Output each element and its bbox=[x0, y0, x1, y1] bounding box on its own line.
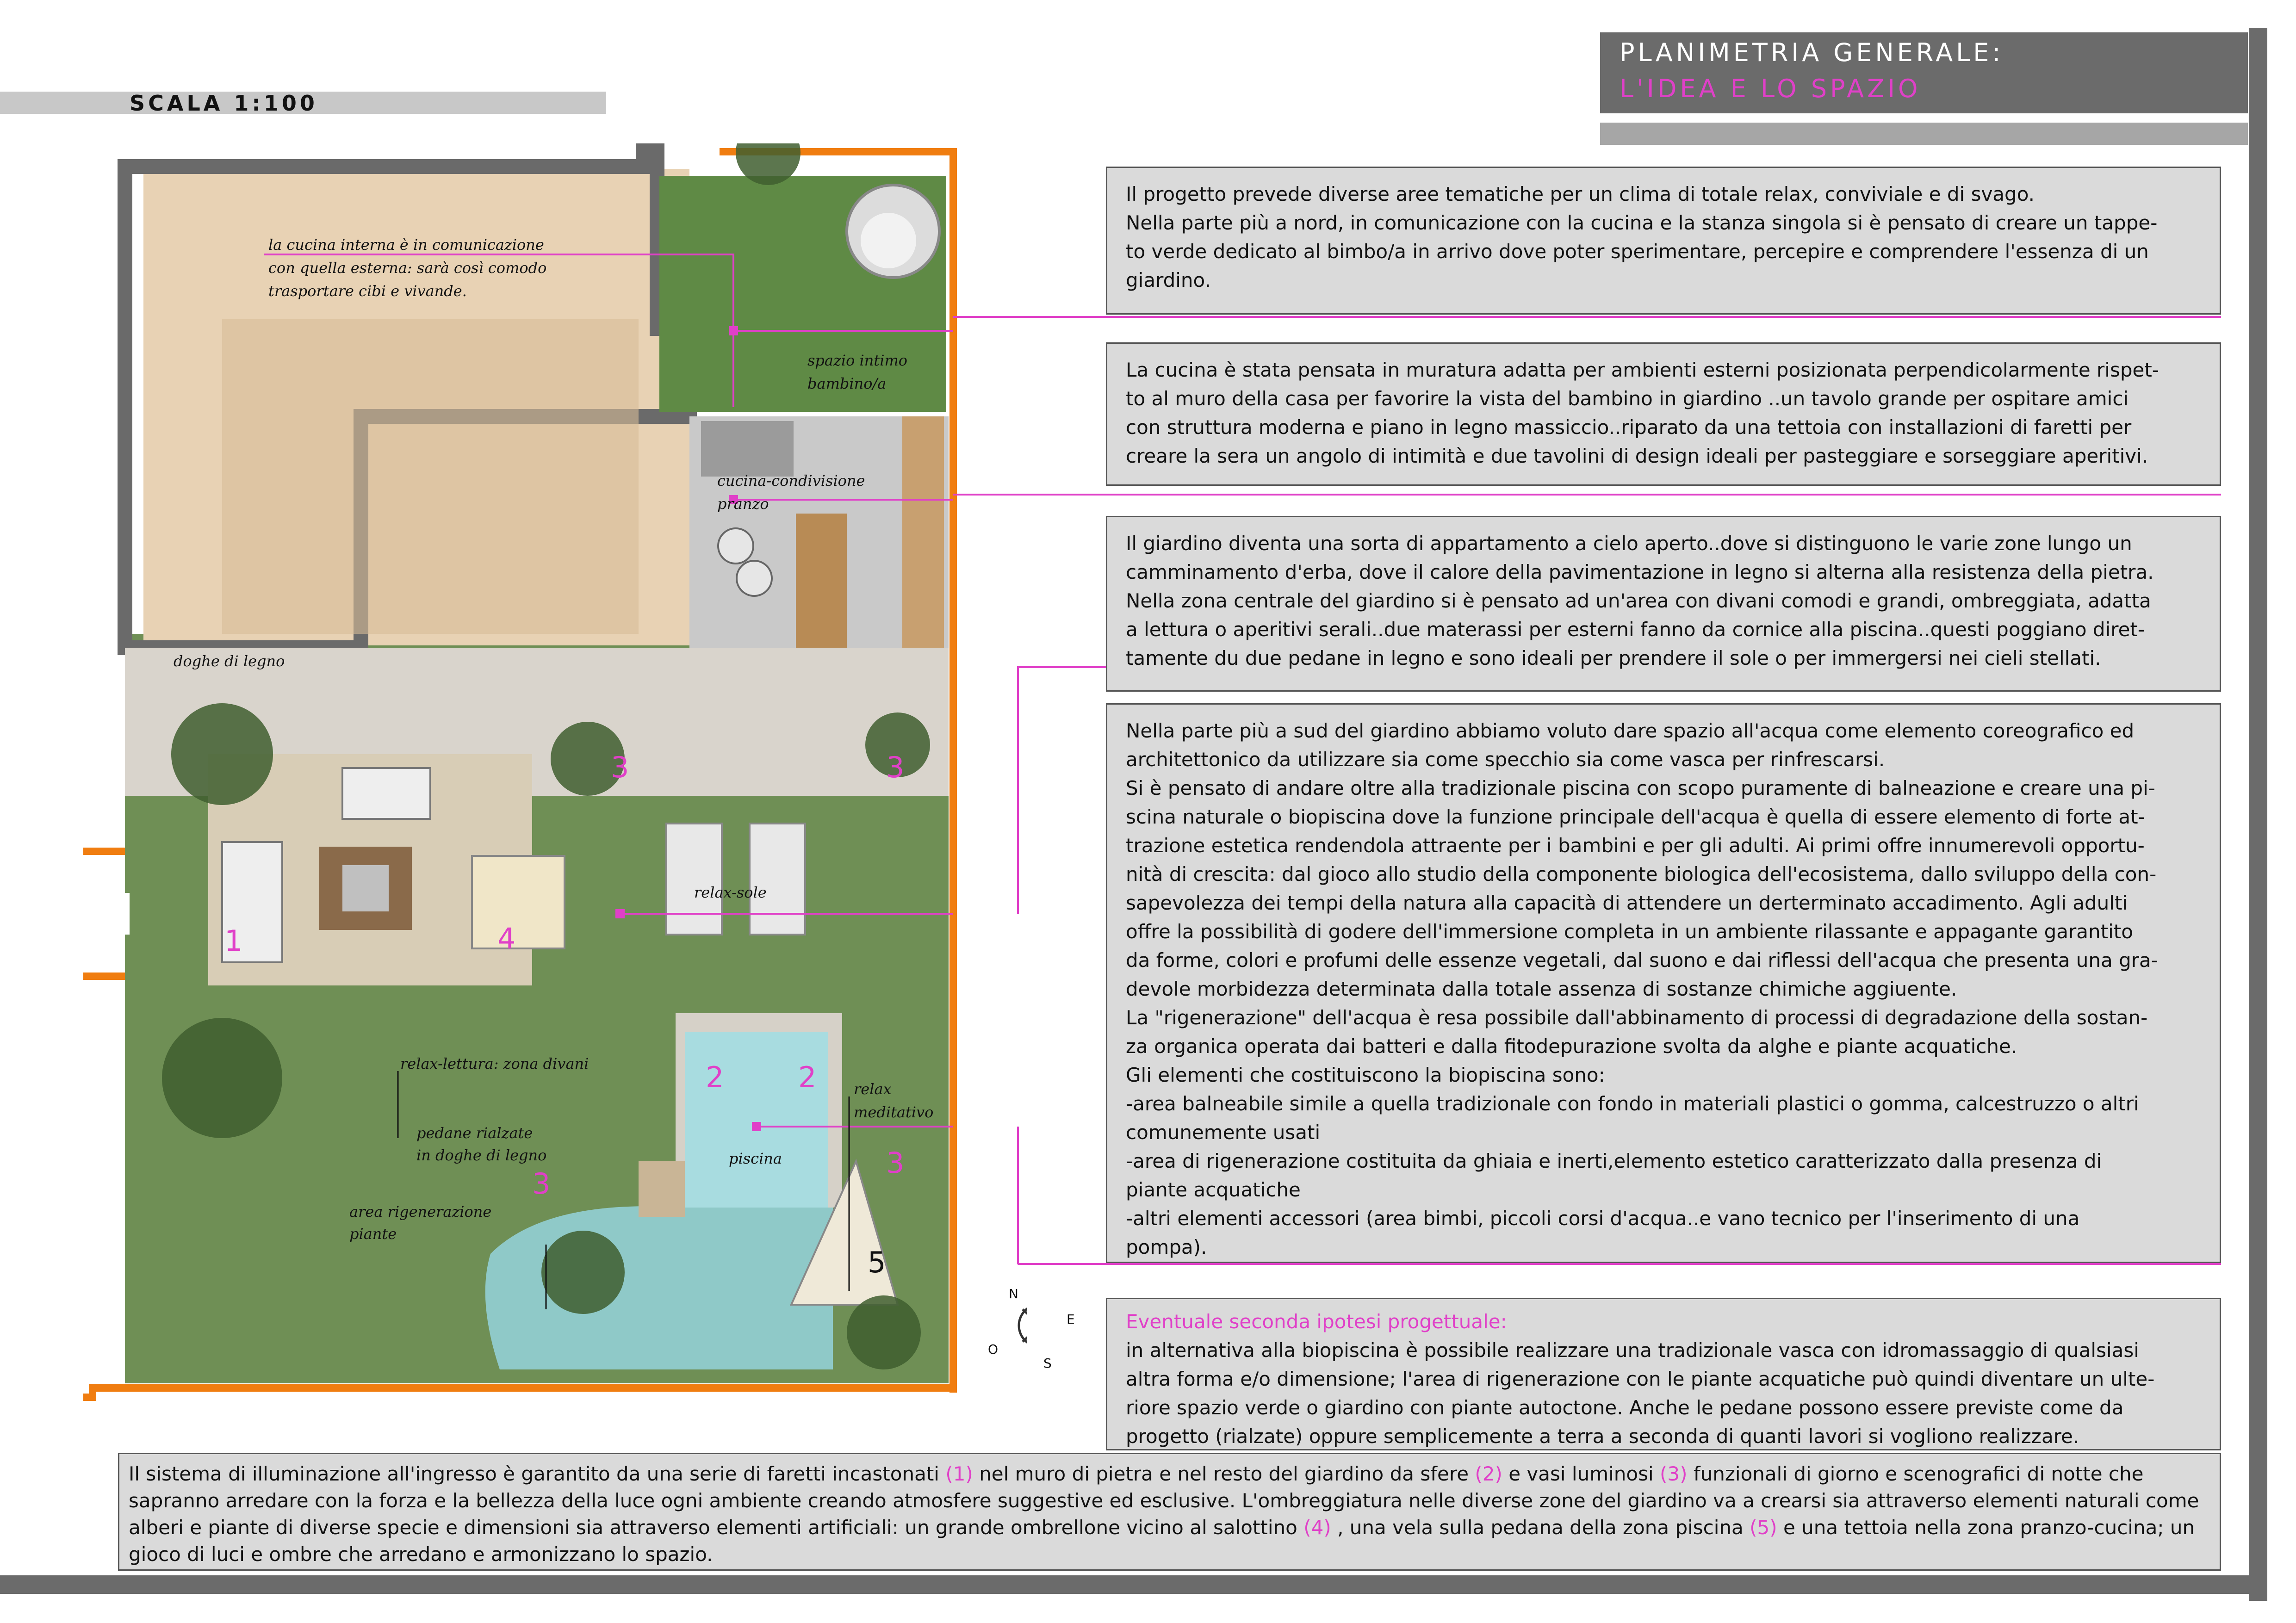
panel-nord bbox=[1106, 167, 2221, 315]
bistro-table bbox=[718, 528, 753, 564]
num-3-a: 3 bbox=[611, 750, 629, 784]
label-cucina-interna-1: la cucina interna è in comunicazione bbox=[268, 236, 544, 254]
num-4: 4 bbox=[497, 922, 516, 955]
compass-s: S bbox=[1043, 1356, 1052, 1371]
illum-text-4: funzionali di giorno e scenografici di notte che sapranno arredare con la forza e la bellezza della luce ogni ambiente creando atmosfere suggestive ed esclusive. L'ombreggiatura nelle diverse zone del giardino va a crearsi sia attraverso elementi naturali come alberi e piante di diverse specie e dimensioni sia attraverso elementi artificiali: un grande ombrellone vicino al salottino bbox=[129, 1462, 2199, 1539]
illum-text-3: e vasi luminosi bbox=[1502, 1462, 1660, 1485]
panel-acqua-line: sapevolezza dei tempi della natura alla capacità di attendere un derterminato accadimento. Agli adulti bbox=[1126, 892, 2128, 914]
panel-nord-line: Nella parte più a nord, in comunicazione con la cucina e la stanza singola si è pensato di creare un tappe- bbox=[1126, 211, 2158, 234]
panel-acqua-line: da forme, colori e profumi delle essenze vegetali, dal suono e dai riflessi dell'acqua che presenta una gra- bbox=[1126, 949, 2158, 972]
panel-cucina-line: con struttura moderna e piano in legno massiccio..riparato da una tettoia con installazioni di faretti per bbox=[1126, 416, 2132, 439]
num-5: 5 bbox=[868, 1245, 886, 1279]
frame-bottom bbox=[0, 1575, 2267, 1594]
label-cucina-condivisione-1: cucina-condivisione bbox=[717, 472, 865, 489]
entrance-gap bbox=[111, 893, 130, 935]
label-cucina-interna-2: con quella esterna: sarà così comodo bbox=[268, 259, 547, 277]
panel-acqua-line: architettonico da utilizzare sia come specchio sia come vasca per rinfrescarsi. bbox=[1126, 748, 1885, 771]
label-relax-lettura: relax-lettura: zona divani bbox=[400, 1055, 589, 1072]
panel-acqua-line: offre la possibilità di godere dell'immersione completa in un ambiente rilassante e appagante garantito bbox=[1126, 920, 2133, 943]
sofa-top bbox=[342, 768, 430, 819]
num-2-b: 2 bbox=[798, 1060, 817, 1094]
panel-acqua-line: Si è pensato di andare oltre alla tradizionale piscina con scopo puramente di balneazione e creare una pi- bbox=[1126, 777, 2155, 799]
leader-panel-3-v bbox=[1017, 666, 1019, 914]
panel-acqua-line: trazione estetica rendendola attraente per i bambini e per gli adulti. Ai primi offre innumerevoli opportu- bbox=[1126, 834, 2145, 857]
illum-ref-2: (2) bbox=[1475, 1462, 1502, 1485]
panel-nord-line: to verde dedicato al bimbo/a in arrivo dove poter sperimentare, percepire e comprendere l'essenza di un bbox=[1126, 240, 2149, 263]
interior-shadow bbox=[222, 319, 639, 634]
leader-panel-4-v bbox=[1017, 1127, 1019, 1264]
scale-label: SCALA 1:100 bbox=[130, 91, 318, 116]
num-3-c: 3 bbox=[532, 1167, 551, 1201]
label-cucina-interna-3: trasportare cibi e vivande. bbox=[268, 282, 467, 300]
regeneration-pond bbox=[485, 1206, 833, 1369]
panel-cucina-line: to al muro della casa per favorire la vista del bambino in giardino ..un tavolo grande per ospitare amici bbox=[1126, 387, 2129, 410]
panel-ipotesi bbox=[1106, 1298, 2221, 1450]
frame-right bbox=[2249, 28, 2267, 1601]
panel-giardino bbox=[1106, 516, 2221, 692]
sunbed-1 bbox=[666, 824, 722, 935]
panel-acqua-line: La "rigenerazione" dell'acqua è resa possibile dall'abbinamento di processi di degradazione della sostan- bbox=[1126, 1006, 2148, 1029]
panel-giardino-line: Il giardino diventa una sorta di appartamento a cielo aperto..dove si distinguono le varie zone lungo un bbox=[1126, 532, 2132, 555]
pergola bbox=[902, 416, 944, 657]
label-spazio-intimo-2: bambino/a bbox=[807, 375, 887, 392]
panel-illuminazione bbox=[118, 1453, 2221, 1571]
raised-platform bbox=[639, 1161, 685, 1217]
dining-table bbox=[796, 514, 847, 652]
num-3-b: 3 bbox=[886, 750, 905, 784]
label-area-rigenerazione-1: area rigenerazione bbox=[349, 1203, 492, 1220]
compass-e: E bbox=[1067, 1312, 1075, 1327]
panel-ipotesi-line: altra forma e/o dimensione; l'area di rigenerazione con le piante acquatiche può quindi diventare un ulte- bbox=[1126, 1368, 2155, 1390]
panel-ipotesi-line: in alternativa alla biopiscina è possibile realizzare una tradizionale vasca con idromassaggio di qualsiasi bbox=[1126, 1339, 2139, 1362]
label-relax-sole: relax-sole bbox=[694, 884, 767, 901]
label-piscina: piscina bbox=[729, 1150, 782, 1167]
panel-cucina-line: creare la sera un angolo di intimità e due tavolini di design ideali per pasteggiare e sorseggiare aperitivi. bbox=[1126, 445, 2148, 467]
sunbed-2 bbox=[750, 824, 805, 935]
panel-giardino-line: Nella zona centrale del giardino si è pensato ad un'area con divani comodi e grandi, ombreggiata, adatta bbox=[1126, 589, 2151, 612]
illum-text-1: Il sistema di illuminazione all'ingresso è garantito da una serie di faretti incastonati bbox=[129, 1462, 946, 1485]
page-subtitle: L'IDEA E LO SPAZIO bbox=[1620, 74, 1921, 103]
panel-giardino-line: camminamento d'erba, dove il calore della pavimentazione in legno si alterna alla resistenza della pietra. bbox=[1126, 561, 2154, 583]
outdoor-kitchen bbox=[701, 421, 794, 477]
compass-icon bbox=[1019, 1304, 1027, 1347]
panel-acqua-line: scina naturale o biopiscina dove la funzione principale dell'acqua è quella di essere elemento di forte at- bbox=[1126, 805, 2145, 828]
panel-ipotesi-heading: Eventuale seconda ipotesi progettuale: bbox=[1126, 1310, 1507, 1333]
label-area-rigenerazione-2: piante bbox=[349, 1225, 397, 1243]
illum-ref-5: (5) bbox=[1750, 1516, 1777, 1539]
parasol bbox=[472, 856, 565, 948]
illum-text-5: , una vela sulla pedana della zona piscina bbox=[1331, 1516, 1750, 1539]
bistro-table-2 bbox=[737, 561, 772, 596]
panel-acqua-line: devole morbidezza determinata dalla totale assenza di sostanze chimiche aggiuente. bbox=[1126, 978, 1957, 1000]
label-spazio-intimo-1: spazio intimo bbox=[807, 352, 908, 369]
panel-acqua-line: -altri elementi accessori (area bimbi, piccoli corsi d'acqua..e vano tecnico per l'inserimento di una bbox=[1126, 1207, 2080, 1230]
panel-acqua-line: comunemente usati bbox=[1126, 1121, 1321, 1144]
title-underbar bbox=[1600, 123, 2248, 145]
panel-cucina-line: La cucina è stata pensata in muratura adatta per ambienti esterni posizionata perpendicolarmente rispet- bbox=[1126, 359, 2159, 381]
page-title: PLANIMETRIA GENERALE: bbox=[1620, 38, 2004, 67]
panel-acqua-line: za organica operata dai batteri e dalla fitodepurazione svolta da alghe e piante acquatiche. bbox=[1126, 1035, 2017, 1058]
panel-ipotesi-line: progetto (rialzate) oppure semplicemente a terra a seconda di quanti lavori si vogliono realizzare. bbox=[1126, 1425, 2079, 1448]
leader-panel-4-h bbox=[1018, 1263, 2221, 1265]
num-1: 1 bbox=[224, 924, 243, 958]
fire-table-inner bbox=[342, 865, 389, 911]
panel-acqua-line: Gli elementi che costituiscono la biopiscina sono: bbox=[1126, 1064, 1605, 1086]
illum-ref-1: (1) bbox=[945, 1462, 973, 1485]
label-doghe: doghe di legno bbox=[174, 652, 285, 670]
label-cucina-condivisione-2: pranzo bbox=[717, 495, 769, 513]
panel-acqua bbox=[1106, 703, 2221, 1263]
label-relax-meditativo-1: relax bbox=[854, 1080, 892, 1098]
illum-text-6: e una tettoia nella zona pranzo-cucina; un gioco di luci e ombre che arredano e armonizzano lo spazio. bbox=[129, 1516, 2195, 1566]
label-relax-meditativo-2: meditativo bbox=[854, 1103, 934, 1121]
label-pedane-2: in doghe di legno bbox=[416, 1146, 547, 1164]
panel-acqua-line: pompa). bbox=[1126, 1236, 1207, 1258]
panel-giardino-line: a lettura o aperitivi serali..due materassi per esterni fanno da cornice alla piscina..questi poggiano diret- bbox=[1126, 618, 2145, 641]
num-2-a: 2 bbox=[706, 1060, 724, 1094]
round-daybed-cushion bbox=[861, 213, 916, 268]
illum-text-2: nel muro di pietra e nel resto del giardino da sfere bbox=[973, 1462, 1475, 1485]
illum-ref-3: (3) bbox=[1660, 1462, 1688, 1485]
leader-panel-2 bbox=[953, 494, 2221, 496]
panel-nord-line: Il progetto prevede diverse aree tematiche per un clima di totale relax, conviviale e di svago. bbox=[1126, 183, 2035, 205]
panel-acqua-line: -area balneabile simile a quella tradizionale con fondo in materiali plastici o gomma, calcestruzzo o altri bbox=[1126, 1092, 2139, 1115]
panel-acqua-line: piante acquatiche bbox=[1126, 1178, 1301, 1201]
pool-water bbox=[685, 1032, 828, 1208]
panel-acqua-line: Nella parte più a sud del giardino abbiamo voluto dare spazio all'acqua come elemento coreografico ed bbox=[1126, 719, 2135, 742]
compass-o: O bbox=[988, 1342, 999, 1357]
illum-ref-4: (4) bbox=[1303, 1516, 1331, 1539]
panel-cucina bbox=[1106, 342, 2221, 486]
site-plan bbox=[83, 143, 1027, 1430]
panel-acqua-line: -area di rigenerazione costituita da ghiaia e inerti,elemento estetico caratterizzato dalla presenza di bbox=[1126, 1150, 2102, 1172]
compass-n: N bbox=[1009, 1286, 1018, 1301]
panel-illuminazione-text bbox=[129, 1461, 2210, 1568]
label-pedane-1: pedane rialzate bbox=[416, 1124, 533, 1142]
panel-ipotesi-line: riore spazio verde o giardino con piante autoctone. Anche le pedane possono essere previste come da bbox=[1126, 1396, 2124, 1419]
panel-acqua-line: nità di crescita: dal gioco allo studio della componente biologica dell'ecosistema, dallo sviluppo della con- bbox=[1126, 863, 2157, 886]
panel-giardino-line: tamente du due pedane in legno e sono ideali per prendere il sole o per immergersi nei cieli stellati. bbox=[1126, 647, 2101, 669]
leader-panel-1 bbox=[953, 316, 2221, 318]
panel-nord-line: giardino. bbox=[1126, 269, 1211, 291]
num-3-d: 3 bbox=[886, 1146, 905, 1180]
